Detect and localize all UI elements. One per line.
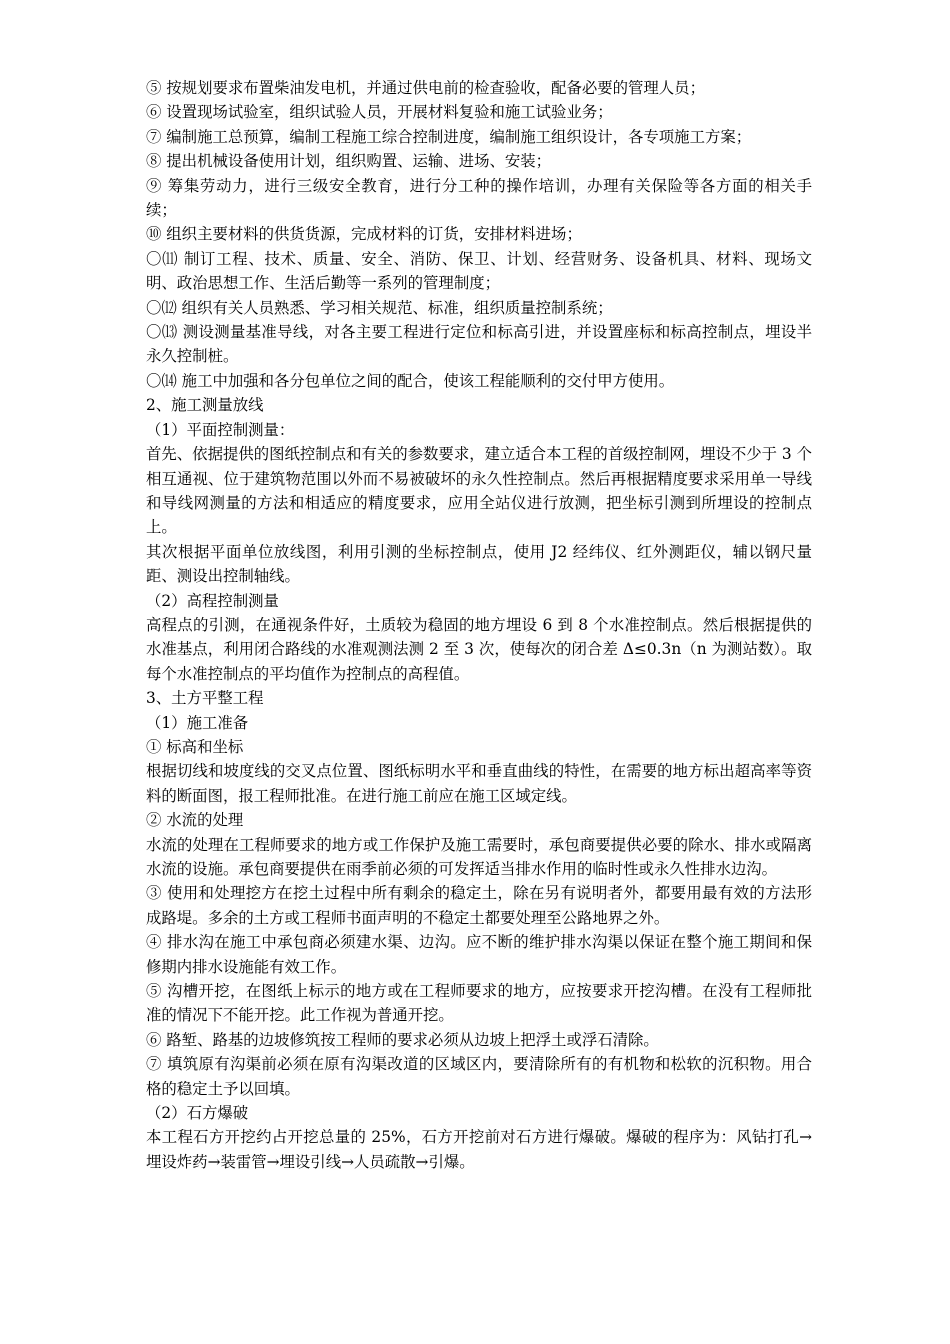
paragraph: ⑥ 路堑、路基的边坡修筑按工程师的要求必须从边坡上把浮土或浮石清除。: [146, 1030, 659, 1049]
paragraph: 本工程石方开挖约占开挖总量的 25%，石方开挖前对石方进行爆破。爆破的程序为：风钻打孔→埋设炸药→装雷管→埋设引线→人员疏散→引爆。: [146, 1128, 812, 1171]
paragraph: ② 水流的处理: [146, 811, 244, 830]
section-heading: 3、土方平整工程: [146, 689, 264, 708]
paragraph: ⑨ 筹集劳动力，进行三级安全教育，进行分工种的操作培训，办理有关保险等各方面的相关手续；: [146, 176, 812, 220]
paragraph: 〇⑿ 组织有关人员熟悉、学习相关规范、标准，组织质量控制系统；: [146, 298, 613, 317]
paragraph: 高程点的引测，在通视条件好，土质较为稳固的地方埋设 6 到 8 个水准控制点。然后根据提供的水准基点，利用闭合路线的水准观测法测 2 至 3 次，使每次的闭合差 Δ≤0.3n（n 为测站数）。取每个水准控制点的平均值作为控制点的高程值。: [146, 615, 812, 683]
paragraph: ⑥ 设置现场试验室，组织试验人员，开展材料复验和施工试验业务；: [146, 103, 613, 122]
paragraph: ⑦ 编制施工总预算，编制工程施工综合控制进度，编制施工组织设计，各专项施工方案；: [146, 127, 752, 146]
paragraph: ④ 排水沟在施工中承包商必须建水渠、边沟。应不断的维护排水沟渠以保证在整个施工期间和保修期内排水设施能有效工作。: [146, 933, 812, 976]
subsection-heading: （1）平面控制测量：: [146, 420, 295, 439]
paragraph: ⑤ 按规划要求布置柴油发电机，并通过供电前的检查验收，配备必要的管理人员；: [146, 79, 705, 97]
subsection-heading: （2）高程控制测量: [146, 591, 279, 610]
paragraph: ① 标高和坐标: [146, 737, 244, 756]
paragraph: 〇⑾ 制订工程、技术、质量、安全、消防、保卫、计划、经营财务、设备机具、材料、现场文明、政治思想工作、生活后勤等一系列的管理制度；: [146, 249, 812, 293]
subsection-heading: （2）石方爆破: [146, 1104, 249, 1123]
paragraph: ③ 使用和处理挖方在挖土过程中所有剩余的稳定土，除在另有说明者外，都要用最有效的方法形成路堤。多余的土方或工程师书面声明的不稳定土都要处理至公路地界之外。: [146, 884, 812, 927]
paragraph: 根据切线和坡度线的交叉点位置、图纸标明水平和垂直曲线的特性，在需要的地方标出超高率等资料的断面图，报工程师批准。在进行施工前应在施工区域定线。: [146, 762, 812, 805]
paragraph: ⑤ 沟槽开挖，在图纸上标示的地方或在工程师要求的地方，应按要求开挖沟槽。在没有工程师批准的情况下不能开挖。此工作视为普通开挖。: [146, 982, 812, 1025]
paragraph: ⑩ 组织主要材料的供货货源，完成材料的订货，安排材料进场；: [146, 225, 582, 244]
section-heading: 2、施工测量放线: [146, 396, 264, 415]
subsection-heading: （1）施工准备: [146, 713, 249, 732]
paragraph: 水流的处理在工程师要求的地方或工作保护及施工需要时，承包商要提供必要的除水、排水或隔离水流的设施。承包商要提供在雨季前必须的可发挥适当排水作用的临时性或永久性排水边沟。: [146, 835, 812, 878]
paragraph: 〇⒁ 施工中加强和各分包单位之间的配合，使该工程能顺利的交付甲方使用。: [146, 371, 675, 390]
paragraph: 其次根据平面单位放线图，利用引测的坐标控制点，使用 J2 经纬仪、红外测距仪，辅以钢尺量距、测设出控制轴线。: [146, 542, 812, 586]
paragraph: 〇⒀ 测设测量基准导线，对各主要工程进行定位和标高引进，并设置座标和标高控制点，埋设半永久控制桩。: [146, 323, 812, 366]
document-page: [146, 76, 812, 1174]
paragraph: 首先、依据提供的图纸控制点和有关的参数要求，建立适合本工程的首级控制网，埋设不少于 3 个相互通视、位于建筑物范围以外而不易被破坏的永久性控制点。然后再根据精度要求采用单一导线和导线网测量的方法和相适应的精度要求，应用全站仪进行放测，把坐标引测到所埋设的控制点上。: [146, 445, 812, 537]
paragraph: ⑧ 提出机械设备使用计划，组织购置、运输、进场、安装；: [146, 152, 552, 171]
paragraph: ⑦ 填筑原有沟渠前必须在原有沟渠改道的区域区内，要清除所有的有机物和松软的沉积物。用合格的稳定土予以回填。: [146, 1055, 812, 1098]
